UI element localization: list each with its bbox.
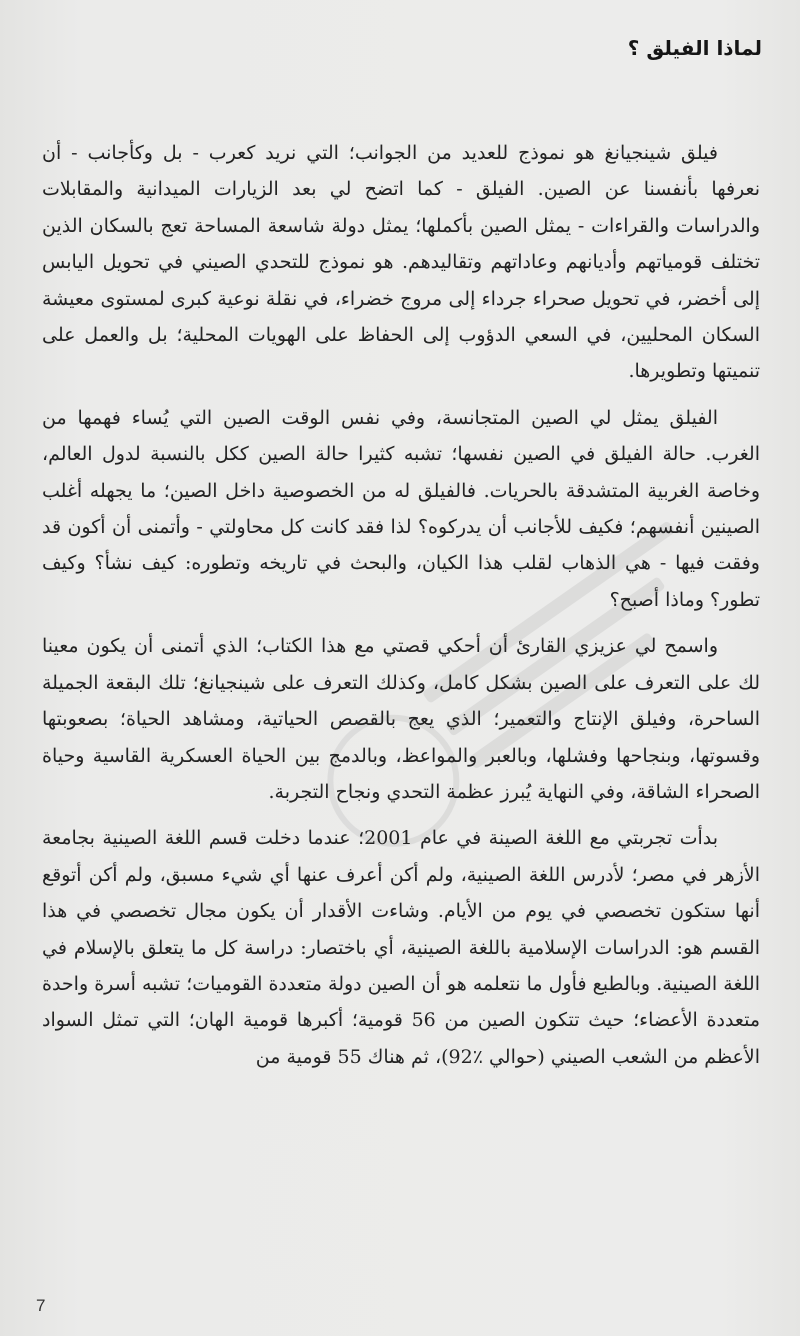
paragraph: بدأت تجربتي مع اللغة الصينة في عام 2001؛ عندما دخلت قسم اللغة الصينية بجامعة الأزهر في مصر؛ لأدرس اللغة الصينية، ولم أكن أعرف عنها أي شيء مسبق، ولم أكن أتوقع أنها ستكون تخصصي في يوم من الأيام. وشاءت الأقدار أن يكون مجال تخصصي في هذا القسم هو: الدراسات الإسلامية باللغة الصينية، أي باختصار: دراسة كل ما يتعلق بالإسلام في اللغة الصينية. وبالطبع فأول ما نتعلمه هو أن الصين دولة متعددة القوميات؛ تشبه أسرة واحدة متعددة الأعضاء؛ حيث تتكون الصين من 56 قومية؛ أكبرها قومية الهان؛ التي تمثل السواد الأعظم من الشعب الصيني (حوالي ٪92)، ثم هناك 55 قومية من (42, 827, 760, 1068)
paragraph: الفيلق يمثل لي الصين المتجانسة، وفي نفس الوقت الصين التي يُساء فهمها من الغرب. حالة الفيلق في الصين نفسها؛ تشبه كثيرا حالة الصين ككل بالنسبة لدول العالم، وخاصة الغربية المتشدقة بالحريات. فالفيلق له من الخصوصية داخل الصين؛ ما يجهله أغلب الصينين أنفسهم؛ فكيف للأجانب أن يدركوه؟ لذا فقد كانت كل محاولتي - وأتمنى أن أكون قد وفقت فيها - هي الذهاب لقلب هذا الكيان، والبحث في تاريخه وتطوره: كيف نشأ؟ وكيف تطور؟ وماذا أصبح؟ (42, 406, 760, 611)
body-text (42, 135, 760, 1085)
paragraph: فيلق شينجيانغ هو نموذج للعديد من الجوانب؛ التي نريد كعرب - بل وكأجانب - أن نعرفها بأنفسنا عن الصين. الفيلق - كما اتضح لي بعد الزيارات الميدانية والمقابلات والدراسات والقراءات - يمثل الصين بأكملها؛ يمثل دولة شاسعة المساحة تعج بالسكان الذين تختلف قومياتهم وأديانهم وعاداتهم وتقاليدهم. هو نموذج للتحدي الصيني في تحويل اليابس إلى أخضر، في تحويل صحراء جرداء إلى مروج خضراء، في نقلة نوعية كبرى لمستوى معيشة السكان المحليين، في السعي الدؤوب إلى الحفاظ على الهويات المحلية؛ بل والعمل على تنميتها وتطويرها. (42, 142, 760, 383)
running-header: لماذا الفيلق ؟ (627, 36, 762, 60)
paragraph: واسمح لي عزيزي القارئ أن أحكي قصتي مع هذا الكتاب؛ الذي أتمنى أن يكون معينا لك على التعرف على الصين بشكل كامل، وكذلك التعرف على شينجيانغ؛ تلك البقعة الجميلة الساحرة، وفيلق الإنتاج والتعمير؛ الذي يعج بالقصص الحياتية، ومشاهد الحياة؛ بصعوبتها وقسوتها، وبنجاحها وفشلها، وبالعبر والمواعظ، وبالدمج بين الحياة العسكرية القاسية وحياة الصحراء الشاقة، وفي النهاية يُبرز عظمة التحدي ونجاح التجربة. (42, 635, 760, 803)
page-number: 7 (36, 1296, 46, 1315)
